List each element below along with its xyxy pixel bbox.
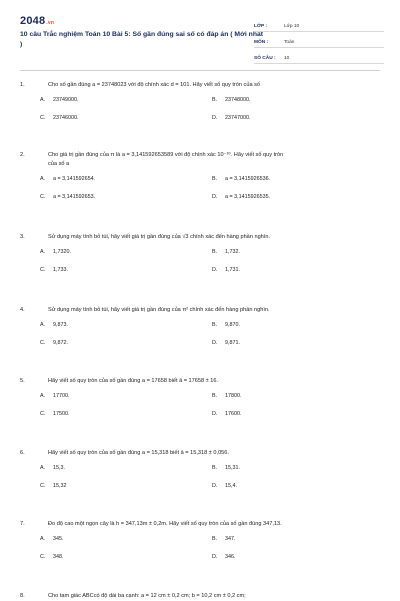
meta-value: Toán: [284, 40, 295, 45]
question-item: [20, 81, 380, 123]
option-text: 17500.: [53, 411, 70, 417]
question-line: [20, 81, 380, 90]
answer-options: [40, 392, 380, 419]
option-text: 348.: [53, 554, 64, 560]
question-text: Hãy viết số quy tròn của số gần đúng a = 15,318 biết ā = 15,318 ± 0,056.: [48, 450, 229, 456]
meta-row-subject: [254, 32, 384, 48]
question-line: [20, 233, 380, 242]
answer-options: [40, 96, 380, 123]
option-letter: D.: [212, 483, 218, 489]
meta-table: [254, 16, 384, 64]
question-item: [20, 520, 380, 562]
question-item: [20, 306, 380, 348]
option-letter: D.: [212, 115, 218, 121]
answer-option[interactable]: [40, 339, 212, 348]
answer-option[interactable]: [212, 464, 384, 473]
answer-option[interactable]: [40, 482, 212, 491]
question-line: [20, 449, 380, 458]
option-text: 23747000.: [225, 115, 251, 121]
option-letter: B.: [212, 536, 218, 542]
option-text: 23746000.: [53, 115, 79, 121]
answer-option[interactable]: [212, 392, 384, 401]
answer-option[interactable]: [212, 339, 384, 348]
option-letter: A.: [40, 393, 46, 399]
answer-options: [40, 535, 380, 562]
option-letter: A.: [40, 97, 46, 103]
option-letter: C.: [40, 267, 46, 273]
answer-option[interactable]: [40, 266, 212, 275]
option-text: 17700.: [53, 393, 70, 399]
answer-option[interactable]: [40, 114, 212, 123]
option-text: 346.: [225, 554, 236, 560]
answer-option[interactable]: [212, 266, 384, 275]
meta-key: MÔN :: [254, 40, 269, 45]
option-text: a = 3,141592653.: [53, 194, 96, 200]
answer-options: [40, 248, 380, 275]
option-letter: B.: [212, 465, 218, 471]
option-text: 15,4.: [225, 483, 237, 489]
question-number: 2.: [20, 152, 25, 158]
option-letter: B.: [212, 176, 218, 182]
question-number: 7.: [20, 521, 25, 527]
option-text: 15,32: [53, 483, 67, 489]
answer-option[interactable]: [40, 535, 212, 544]
answer-option[interactable]: [212, 482, 384, 491]
option-text: 17800.: [225, 393, 242, 399]
question-line: [20, 306, 380, 315]
answer-option[interactable]: [212, 114, 384, 123]
option-text: 9,870.: [225, 322, 240, 328]
answer-options: [40, 175, 380, 202]
question-number: 5.: [20, 378, 25, 384]
option-text: 9,871.: [225, 340, 240, 346]
option-text: 9,873.: [53, 322, 68, 328]
meta-key: SỐ CÂU :: [254, 56, 276, 61]
option-text: 347.: [225, 536, 236, 542]
option-letter: C.: [40, 483, 46, 489]
answer-option[interactable]: [212, 193, 384, 202]
page-title: 10 câu Trắc nghiệm Toán 10 Bài 5: Số gần đúng sai số có đáp án ( Mới nhất ): [20, 31, 264, 48]
question-number: 4.: [20, 307, 25, 313]
question-item: [20, 233, 380, 275]
meta-value: 10: [284, 56, 290, 61]
answer-option[interactable]: [40, 248, 212, 257]
answer-options: [40, 464, 380, 491]
option-text: a = 3,141592654.: [53, 176, 96, 182]
question-text: Cho tam giác ABCcó độ dài ba cạnh: a = 12 cm ± 0,2 cm; b = 10,2 cm ± 0,2 cm;: [48, 593, 246, 599]
document-header: [0, 0, 400, 66]
answer-option[interactable]: [40, 410, 212, 419]
option-letter: C.: [40, 115, 46, 121]
option-text: a = 3,1415926536.: [225, 176, 271, 182]
option-letter: C.: [40, 554, 46, 560]
option-letter: A.: [40, 465, 46, 471]
question-number: 3.: [20, 234, 25, 240]
answer-options: [40, 321, 380, 348]
question-line: [20, 520, 380, 529]
question-number: 6.: [20, 450, 25, 456]
option-text: 1,7320.: [53, 249, 71, 255]
answer-option[interactable]: [212, 248, 384, 257]
option-letter: A.: [40, 322, 46, 328]
question-text: Đo độ cao một ngọn cây là h = 347,13m ± 0,2m. Hãy viết số quy tròn của số gần đúng 347,13.: [48, 521, 282, 527]
option-letter: D.: [212, 194, 218, 200]
question-item: [20, 151, 380, 202]
answer-option[interactable]: [212, 553, 384, 562]
option-text: 1,731.: [225, 267, 240, 273]
question-number: 1.: [20, 82, 25, 88]
question-text-continued: của số a: [48, 161, 70, 167]
question-text: Hãy viết số quy tròn của số gần đúng a = 17658 biết ā = 17658 ± 16.: [48, 378, 219, 384]
answer-option[interactable]: [212, 410, 384, 419]
option-letter: B.: [212, 249, 218, 255]
answer-option[interactable]: [212, 175, 384, 184]
site-logo[interactable]: [20, 15, 54, 27]
option-text: 9,872.: [53, 340, 68, 346]
option-text: 23749000.: [53, 97, 79, 103]
option-letter: C.: [40, 194, 46, 200]
option-letter: B.: [212, 97, 218, 103]
answer-option[interactable]: [212, 96, 384, 105]
option-text: 1,733.: [53, 267, 68, 273]
option-text: 15,3.: [53, 465, 65, 471]
option-text: 17600.: [225, 411, 242, 417]
answer-option[interactable]: [40, 553, 212, 562]
header-divider: [20, 70, 380, 71]
question-item: [20, 377, 380, 419]
option-text: 1,732.: [225, 249, 240, 255]
question-item: [20, 449, 380, 491]
option-letter: A.: [40, 536, 46, 542]
option-letter: A.: [40, 176, 46, 182]
answer-option[interactable]: [40, 175, 212, 184]
logo-text: 2048: [20, 15, 46, 27]
answer-option[interactable]: [40, 96, 212, 105]
option-letter: B.: [212, 393, 218, 399]
meta-key: LỚP :: [254, 24, 268, 29]
option-text: a = 3,1415926535.: [225, 194, 271, 200]
meta-row-class: [254, 16, 384, 32]
option-letter: D.: [212, 411, 218, 417]
answer-option[interactable]: [212, 535, 384, 544]
question-line: [20, 377, 380, 386]
answer-option[interactable]: [40, 392, 212, 401]
answer-option[interactable]: [40, 464, 212, 473]
question-text: Cho số gần đúng a = 23748023 với độ chính xác d = 101. Hãy viết số quy tròn của số: [48, 82, 261, 88]
option-letter: C.: [40, 340, 46, 346]
option-letter: C.: [40, 411, 46, 417]
question-text: Cho giá trị gần đúng của π là a = 3,141592653589 với độ chính xác 10⁻¹⁰. Hãy viết số quy tròn: [48, 152, 284, 158]
option-letter: D.: [212, 554, 218, 560]
answer-option[interactable]: [40, 193, 212, 202]
question-text: Sử dụng máy tính bỏ túi, hãy viết giá trị gần đúng của π² chính xác đến hàng phần nghìn.: [48, 307, 270, 313]
option-letter: B.: [212, 322, 218, 328]
question-text: Sử dụng máy tính bỏ túi, hãy viết giá trị gần đúng của √3 chính xác đến hàng phần nghìn.: [48, 234, 271, 240]
option-text: 23748000.: [225, 97, 251, 103]
option-letter: D.: [212, 340, 218, 346]
option-letter: D.: [212, 267, 218, 273]
option-text: 15,31.: [225, 465, 240, 471]
meta-value: Lớp 10: [284, 24, 300, 29]
question-number: 8.: [20, 593, 25, 599]
question-line: [20, 151, 380, 160]
meta-row-question-count: [254, 48, 384, 64]
answer-option[interactable]: [40, 321, 212, 330]
logo-suffix: .vn: [46, 20, 55, 26]
answer-option[interactable]: [212, 321, 384, 330]
option-letter: A.: [40, 249, 46, 255]
option-text: 345.: [53, 536, 64, 542]
